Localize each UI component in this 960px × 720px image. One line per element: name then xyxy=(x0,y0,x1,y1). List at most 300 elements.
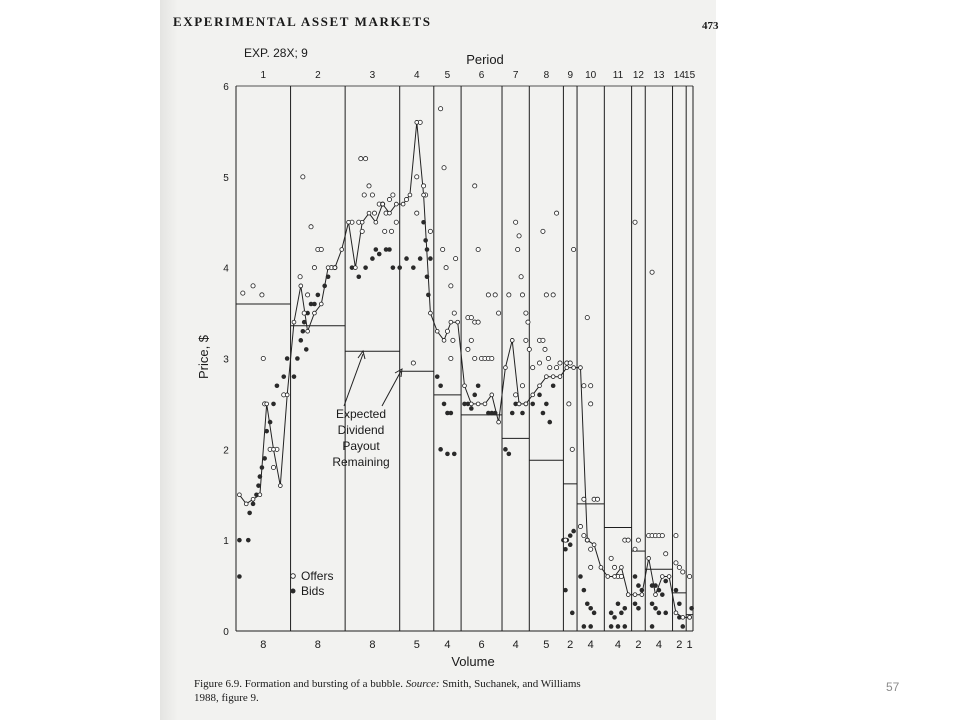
transaction-point xyxy=(238,493,242,497)
caption-prefix: Figure 6.9. Formation and bursting of a bubble. xyxy=(194,678,406,690)
caption-source-label: Source: xyxy=(405,678,440,690)
bid-point xyxy=(326,274,331,279)
annotation-line-4: Remaining xyxy=(332,455,390,469)
period-axis-title: Period xyxy=(466,52,504,67)
annotation-expected-dividend xyxy=(332,351,402,469)
bid-point xyxy=(247,511,252,516)
transaction-point xyxy=(579,366,583,370)
transaction-point xyxy=(633,593,637,597)
bid-point xyxy=(404,256,409,261)
bid-point xyxy=(258,474,263,479)
bid-point xyxy=(449,411,454,416)
offer-point xyxy=(537,361,541,365)
offer-point xyxy=(415,211,419,215)
bid-point xyxy=(689,606,694,611)
transaction-point xyxy=(497,420,501,424)
offer-point xyxy=(271,465,275,469)
offer-point xyxy=(554,211,558,215)
bid-point xyxy=(312,302,317,307)
bid-point xyxy=(271,402,276,407)
transaction-point xyxy=(667,575,671,579)
offer-point xyxy=(572,247,576,251)
transaction-point xyxy=(333,266,337,270)
offer-point xyxy=(519,275,523,279)
price-tick-label: 0 xyxy=(223,627,229,638)
bid-point xyxy=(657,611,662,616)
annotation-line-3: Payout xyxy=(342,439,380,453)
period-label: 1 xyxy=(260,70,267,81)
bid-point xyxy=(387,247,392,252)
offer-point xyxy=(554,365,558,369)
volume-label: 8 xyxy=(369,639,376,651)
period-label: 3 xyxy=(369,70,376,81)
bid-point xyxy=(650,624,655,629)
offer-point xyxy=(301,175,305,179)
annotation-line-2: Dividend xyxy=(337,423,385,437)
bid-point xyxy=(256,483,261,488)
bid-point xyxy=(640,588,645,593)
transaction-point xyxy=(415,120,419,124)
offer-point xyxy=(563,538,567,542)
offer-point xyxy=(451,338,455,342)
period-label: 13 xyxy=(653,70,665,81)
transaction-point xyxy=(381,202,385,206)
bid-point xyxy=(397,265,402,270)
offer-point xyxy=(541,338,545,342)
offer-point xyxy=(568,361,572,365)
offers-series xyxy=(241,107,692,579)
transaction-point xyxy=(408,193,412,197)
offer-point xyxy=(582,497,586,501)
volume-label: 4 xyxy=(587,639,594,651)
offer-point xyxy=(674,561,678,565)
bid-point xyxy=(428,256,433,261)
bid-point xyxy=(568,533,573,538)
offer-point xyxy=(452,311,456,315)
transaction-point xyxy=(572,366,576,370)
offer-point xyxy=(241,291,245,295)
transaction-point xyxy=(524,402,528,406)
transaction-point xyxy=(681,615,685,619)
offer-point xyxy=(514,393,518,397)
offer-point xyxy=(524,338,528,342)
transaction-point xyxy=(476,402,480,406)
period-label: 7 xyxy=(512,70,519,81)
offer-point xyxy=(660,534,664,538)
bid-point xyxy=(268,420,273,425)
volume-label: 2 xyxy=(635,639,642,651)
experiment-label: EXP. 28X; 9 xyxy=(244,46,308,60)
period-label: 10 xyxy=(585,70,597,81)
bid-point xyxy=(588,606,593,611)
annotation-arrow-right xyxy=(382,371,401,406)
bid-point xyxy=(510,411,515,416)
volume-axis-title: Volume xyxy=(451,654,495,669)
transaction-point xyxy=(422,193,426,197)
offer-point xyxy=(541,229,545,233)
bid-point xyxy=(298,338,303,343)
offer-point xyxy=(309,225,313,229)
volume-label: 1 xyxy=(686,639,693,651)
transaction-point xyxy=(278,484,282,488)
bid-point xyxy=(612,615,617,620)
offer-point xyxy=(490,356,494,360)
volume-label: 4 xyxy=(614,639,622,651)
period-label: 8 xyxy=(543,70,550,81)
transaction-point xyxy=(374,220,378,224)
bid-point xyxy=(633,601,638,606)
offer-point xyxy=(514,220,518,224)
offer-point xyxy=(589,547,593,551)
transaction-point xyxy=(626,593,630,597)
volume-label: 2 xyxy=(676,639,683,651)
legend xyxy=(291,569,334,598)
bid-point xyxy=(292,374,297,379)
offer-point xyxy=(531,365,535,369)
bid-point xyxy=(609,611,614,616)
transaction-point xyxy=(428,311,432,315)
bid-point xyxy=(622,624,627,629)
transaction-point xyxy=(640,593,644,597)
bid-point xyxy=(301,329,306,334)
bid-point xyxy=(541,411,546,416)
bid-point xyxy=(260,465,265,470)
transaction-point xyxy=(592,543,596,547)
offer-point xyxy=(687,574,691,578)
offer-point xyxy=(595,497,599,501)
caption-second-line: 1988, figure 9. xyxy=(194,692,259,704)
offer-point xyxy=(677,565,681,569)
bids-series xyxy=(237,220,694,629)
legend-offers-label: Offers xyxy=(301,569,334,583)
bid-point xyxy=(411,265,416,270)
bid-point xyxy=(530,402,535,407)
bid-point xyxy=(426,293,431,298)
transaction-point xyxy=(353,266,357,270)
bid-point xyxy=(636,583,641,588)
bid-point xyxy=(442,402,447,407)
bid-point xyxy=(391,265,396,270)
offer-point xyxy=(415,175,419,179)
offer-point xyxy=(633,220,637,224)
period-labels xyxy=(261,70,696,81)
transaction-point xyxy=(510,338,514,342)
bid-point xyxy=(568,542,573,547)
offer-point xyxy=(585,316,589,320)
offer-point xyxy=(391,193,395,197)
bid-point xyxy=(592,611,597,616)
offer-point xyxy=(582,384,586,388)
period-label: 12 xyxy=(632,70,644,81)
offer-point xyxy=(394,220,398,224)
transaction-point xyxy=(347,220,351,224)
offer-point xyxy=(516,247,520,251)
transaction-point xyxy=(442,338,446,342)
bid-point xyxy=(285,356,290,361)
bid-point xyxy=(363,265,368,270)
transaction-point xyxy=(285,393,289,397)
volume-label: 6 xyxy=(478,639,485,651)
bid-point xyxy=(251,502,256,507)
transaction-point xyxy=(319,302,323,306)
transaction-point xyxy=(258,493,262,497)
offer-point xyxy=(411,361,415,365)
transaction-point xyxy=(394,202,398,206)
offer-point xyxy=(589,402,593,406)
transaction-point xyxy=(265,402,269,406)
offer-point xyxy=(302,311,306,315)
transaction-point xyxy=(619,566,623,570)
transaction-point xyxy=(469,402,473,406)
transaction-point xyxy=(306,329,310,333)
bid-point xyxy=(237,538,242,543)
offer-point xyxy=(306,293,310,297)
bid-point xyxy=(537,393,542,398)
transaction-point xyxy=(367,211,371,215)
offer-point xyxy=(543,347,547,351)
offer-point xyxy=(582,534,586,538)
transaction-point xyxy=(538,384,542,388)
bid-point xyxy=(304,347,309,352)
price-tick-label: 2 xyxy=(223,445,229,457)
bid-point xyxy=(370,256,375,261)
transaction-point xyxy=(647,556,651,560)
transaction-point xyxy=(490,393,494,397)
bid-point xyxy=(476,383,481,388)
price-tick-label: 5 xyxy=(223,172,229,184)
plot-frame xyxy=(236,86,693,631)
price-tick-label: 4 xyxy=(223,263,229,275)
bid-point xyxy=(377,252,382,257)
offer-point xyxy=(548,365,552,369)
transaction-point xyxy=(360,220,364,224)
bid-point xyxy=(237,574,242,579)
bid-point xyxy=(680,624,685,629)
transaction-point xyxy=(244,502,248,506)
period-label: 6 xyxy=(478,70,485,81)
bid-point xyxy=(677,601,682,606)
offer-point xyxy=(383,229,387,233)
caption-source-text: Smith, Suchanek, and Williams xyxy=(439,678,581,690)
bid-point xyxy=(493,411,498,416)
transaction-point xyxy=(463,384,467,388)
transaction-point xyxy=(272,447,276,451)
bid-point xyxy=(295,356,300,361)
offer-point xyxy=(626,538,630,542)
transaction-point xyxy=(565,366,569,370)
bid-point xyxy=(588,624,593,629)
bid-point xyxy=(281,374,286,379)
bid-point xyxy=(653,606,658,611)
bid-point xyxy=(520,411,525,416)
bid-point xyxy=(507,452,512,457)
period-label: 14 xyxy=(673,70,685,81)
bid-point xyxy=(663,611,668,616)
bid-point xyxy=(316,293,321,298)
bid-point xyxy=(622,606,627,611)
offer-point xyxy=(609,556,613,560)
offer-point xyxy=(389,229,393,233)
transaction-point xyxy=(299,284,303,288)
offer-point xyxy=(681,570,685,574)
bid-point xyxy=(582,588,587,593)
offer-point xyxy=(251,284,255,288)
bid-point xyxy=(563,547,568,552)
bid-point xyxy=(582,624,587,629)
transaction-point xyxy=(660,575,664,579)
offer-point xyxy=(544,293,548,297)
offer-point xyxy=(473,184,477,188)
transaction-point xyxy=(531,393,535,397)
bid-point xyxy=(633,574,638,579)
bid-point xyxy=(425,274,430,279)
bid-point xyxy=(609,624,614,629)
bid-point xyxy=(425,247,430,252)
offer-point xyxy=(441,247,445,251)
volume-label: 8 xyxy=(314,639,321,651)
running-title: EXPERIMENTAL ASSET MARKETS xyxy=(173,14,432,29)
period-label: 5 xyxy=(444,70,451,81)
offer-point xyxy=(636,538,640,542)
transaction-point xyxy=(599,566,603,570)
offer-point xyxy=(449,284,453,288)
offer-point xyxy=(449,356,453,360)
annotation-line-1: Expected xyxy=(335,407,387,421)
bid-point xyxy=(544,402,549,407)
offer-point xyxy=(526,320,530,324)
legend-bid-marker xyxy=(291,589,296,594)
offer-point xyxy=(469,338,473,342)
offer-point xyxy=(497,311,501,315)
offer-point xyxy=(674,534,678,538)
transaction-point xyxy=(483,402,487,406)
offer-point xyxy=(476,320,480,324)
transaction-point xyxy=(551,375,555,379)
offer-point xyxy=(546,356,550,360)
volume-labels xyxy=(260,639,692,651)
annotation-arrow-left xyxy=(344,354,363,406)
bid-point xyxy=(275,383,280,388)
bid-point xyxy=(619,611,624,616)
transaction-point xyxy=(654,593,658,597)
bid-point xyxy=(563,588,568,593)
bid-point xyxy=(438,447,443,452)
bid-point xyxy=(374,247,379,252)
bid-point xyxy=(452,452,457,457)
offer-point xyxy=(387,197,391,201)
offer-point xyxy=(527,347,531,351)
offer-point xyxy=(558,361,562,365)
bid-point xyxy=(264,429,269,434)
offer-point xyxy=(360,229,364,233)
transaction-point xyxy=(558,375,562,379)
period-label: 15 xyxy=(684,70,696,81)
bid-point xyxy=(438,383,443,388)
volume-label: 8 xyxy=(260,639,267,651)
book-page-number: 473 xyxy=(702,20,719,32)
transaction-point xyxy=(544,375,548,379)
bid-point xyxy=(660,592,665,597)
bid-point xyxy=(322,284,327,289)
bid-point xyxy=(356,274,361,279)
legend-bids-label: Bids xyxy=(301,584,325,598)
bid-point xyxy=(674,588,679,593)
price-tick-label: 1 xyxy=(223,536,229,548)
price-tick-label: 6 xyxy=(223,82,229,93)
legend-offer-marker xyxy=(291,574,296,579)
transaction-markers xyxy=(238,120,692,619)
offer-point xyxy=(362,193,366,197)
bid-point xyxy=(302,320,307,325)
bid-point xyxy=(503,447,508,452)
bid-point xyxy=(570,611,575,616)
offer-point xyxy=(578,524,582,528)
volume-label: 4 xyxy=(655,639,662,651)
transaction-point xyxy=(326,266,330,270)
offer-point xyxy=(454,256,458,260)
offer-point xyxy=(466,347,470,351)
bid-point xyxy=(578,574,583,579)
offer-point xyxy=(650,270,654,274)
period-label: 2 xyxy=(315,70,321,81)
bid-point xyxy=(418,256,423,261)
transaction-point xyxy=(449,320,453,324)
transaction-point xyxy=(613,575,617,579)
offer-point xyxy=(619,574,623,578)
offer-point xyxy=(319,247,323,251)
period-label: 9 xyxy=(567,70,574,81)
offer-point xyxy=(404,197,408,201)
transaction-point xyxy=(606,575,610,579)
transaction-point xyxy=(313,311,317,315)
price-tick-label: 3 xyxy=(223,354,229,366)
offer-point xyxy=(473,356,477,360)
price-axis-title: Price, $ xyxy=(196,334,211,380)
bid-point xyxy=(663,579,668,584)
offer-point xyxy=(507,293,511,297)
offer-point xyxy=(524,311,528,315)
price-tick-labels xyxy=(223,82,229,638)
offer-point xyxy=(517,234,521,238)
transaction-point xyxy=(251,497,255,501)
bid-point xyxy=(551,383,556,388)
volume-label: 4 xyxy=(512,639,519,651)
bid-point xyxy=(657,588,662,593)
transaction-point xyxy=(688,615,692,619)
volume-label: 5 xyxy=(543,639,550,651)
offer-point xyxy=(633,547,637,551)
offer-point xyxy=(359,157,363,161)
offer-point xyxy=(439,107,443,111)
offer-point xyxy=(664,552,668,556)
offer-point xyxy=(370,193,374,197)
period-label: 11 xyxy=(612,70,624,81)
bid-point xyxy=(636,606,641,611)
bid-point xyxy=(650,601,655,606)
transaction-point xyxy=(585,538,589,542)
offer-point xyxy=(442,166,446,170)
offer-point xyxy=(589,384,593,388)
transaction-point xyxy=(504,366,508,370)
volume-label: 2 xyxy=(567,639,574,651)
bid-point xyxy=(246,538,251,543)
offer-point xyxy=(520,384,524,388)
bid-point xyxy=(653,583,658,588)
bid-point xyxy=(421,220,426,225)
offer-point xyxy=(520,293,524,297)
volume-label: 5 xyxy=(413,639,420,651)
offer-point xyxy=(570,447,574,451)
